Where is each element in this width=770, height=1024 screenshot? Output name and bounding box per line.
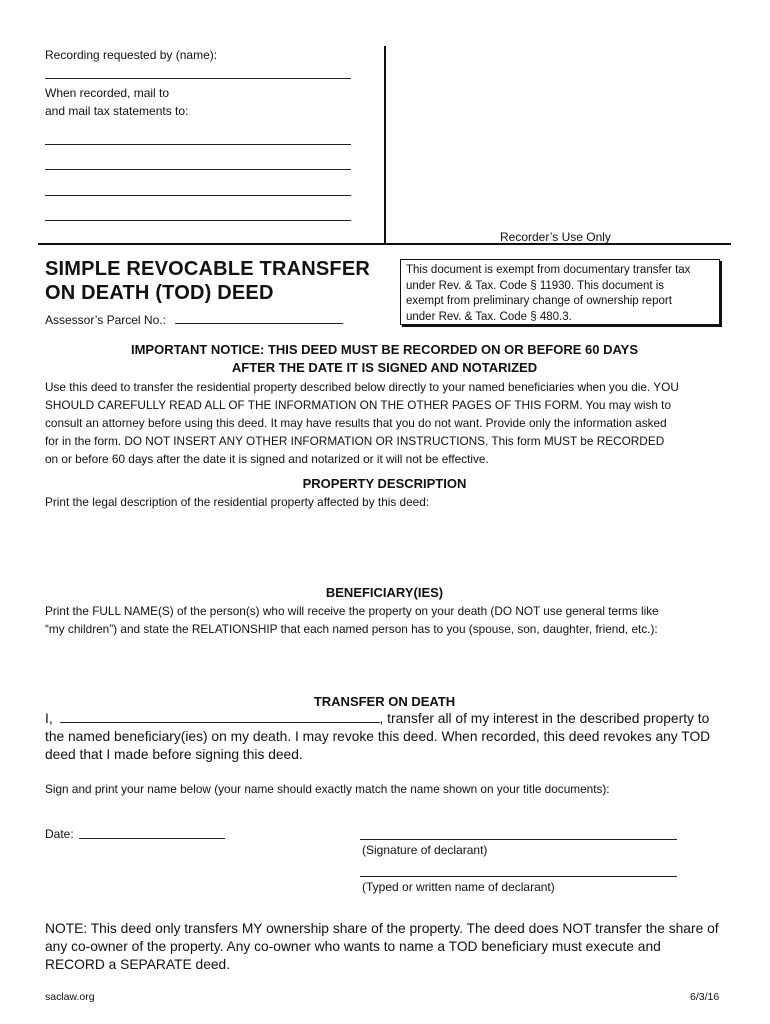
property-description-area[interactable]: [45, 514, 725, 580]
date-label: Date:: [45, 827, 74, 841]
exempt-line-3: exempt from preliminary change of ownership report: [406, 295, 672, 307]
recorder-divider: [384, 46, 386, 244]
footer-site: saclaw.org: [45, 991, 95, 1003]
signature-line[interactable]: [360, 839, 677, 840]
note-line-3: RECORD a SEPARATE deed.: [45, 957, 231, 972]
deed-title-line-1: SIMPLE REVOCABLE TRANSFER: [45, 258, 371, 280]
mail-to-label-1: When recorded, mail to: [45, 86, 170, 100]
typed-name-line[interactable]: [360, 876, 677, 877]
signature-label: (Signature of declarant): [362, 843, 488, 857]
recording-requested-label: Recording requested by (name):: [45, 48, 218, 62]
transfer-line-1: [45, 710, 709, 728]
mail-address-line-2[interactable]: [45, 169, 351, 170]
beneficiaries-instruction-1: Print the FULL NAME(S) of the person(s) who will receive the property on your death (DO NOT use general terms like: [45, 604, 659, 618]
notice-body-1: Use this deed to transfer the residential property described below directly to your named beneficiaries when you die. YOU: [45, 380, 679, 394]
parcel-label: Assessor’s Parcel No.:: [45, 313, 166, 327]
notice-heading-1: IMPORTANT NOTICE: THIS DEED MUST BE RECORDED ON OR BEFORE 60 DAYS: [130, 342, 639, 357]
requested-by-line[interactable]: [45, 78, 351, 79]
notice-heading-2: AFTER THE DATE IT IS SIGNED AND NOTARIZED: [231, 360, 538, 375]
deed-title-line-2: ON DEATH (TOD) DEED: [45, 282, 274, 304]
declarant-name-field[interactable]: [60, 710, 380, 723]
exempt-notice-box: [400, 259, 720, 325]
date-field-line[interactable]: [79, 838, 225, 839]
property-heading: PROPERTY DESCRIPTION: [302, 476, 467, 491]
transfer-line-2: the named beneficiary(ies) on my death. I may revoke this deed. When recorded, this deed revokes any TOD: [45, 729, 711, 744]
header-rule: [38, 243, 731, 245]
transfer-i-label: I,: [45, 711, 53, 726]
footer-date: 6/3/16: [690, 991, 720, 1003]
mail-to-label-2: and mail tax statements to:: [45, 104, 189, 118]
property-instruction: Print the legal description of the residential property affected by this deed:: [45, 495, 430, 509]
sign-instruction: Sign and print your name below (your name should exactly match the name shown on your title documents):: [45, 782, 610, 796]
mail-address-line-3[interactable]: [45, 195, 351, 196]
exempt-line-1: This document is exempt from documentary transfer tax: [406, 264, 691, 276]
note-line-2: any co-owner of the property. Any co-owner who wants to name a TOD beneficiary must execute and: [45, 939, 661, 954]
transfer-heading: TRANSFER ON DEATH: [313, 694, 456, 709]
mail-address-line-4[interactable]: [45, 220, 351, 221]
typed-name-label: (Typed or written name of declarant): [362, 880, 555, 894]
parcel-number-line[interactable]: [175, 323, 343, 324]
notice-body-3: consult an attorney before using this deed. It may have results that you do not want. Provide only the information asked: [45, 416, 667, 430]
note-line-1: NOTE: This deed only transfers MY ownership share of the property. The deed does NOT transfer the share of: [45, 921, 719, 936]
beneficiaries-instruction-2: “my children”) and state the RELATIONSHIP that each named person has to you (spouse, son, daughter, friend, etc.):: [45, 622, 658, 636]
transfer-line-1-rest: , transfer all of my interest in the described property to: [379, 711, 710, 726]
notice-body-5: on or before 60 days after the date it is signed and notarized or it will not be effective.: [45, 452, 489, 466]
mail-address-line-1[interactable]: [45, 144, 351, 145]
recorders-use-label: Recorder’s Use Only: [500, 230, 611, 244]
beneficiaries-area[interactable]: [45, 642, 725, 690]
transfer-line-3: deed that I made before signing this deed.: [45, 747, 303, 762]
notice-body-4: for in the form. DO NOT INSERT ANY OTHER INFORMATION OR INSTRUCTIONS. This form MUST be RECORDED: [45, 434, 665, 448]
exempt-line-4: under Rev. & Tax. Code § 480.3.: [406, 310, 572, 323]
exempt-line-2: under Rev. & Tax. Code § 11930. This document is: [406, 279, 665, 292]
notice-body-2: SHOULD CAREFULLY READ ALL OF THE INFORMATION ON THE OTHER PAGES OF THIS FORM. You may wish to: [45, 398, 672, 412]
beneficiaries-heading: BENEFICIARY(IES): [325, 585, 444, 600]
